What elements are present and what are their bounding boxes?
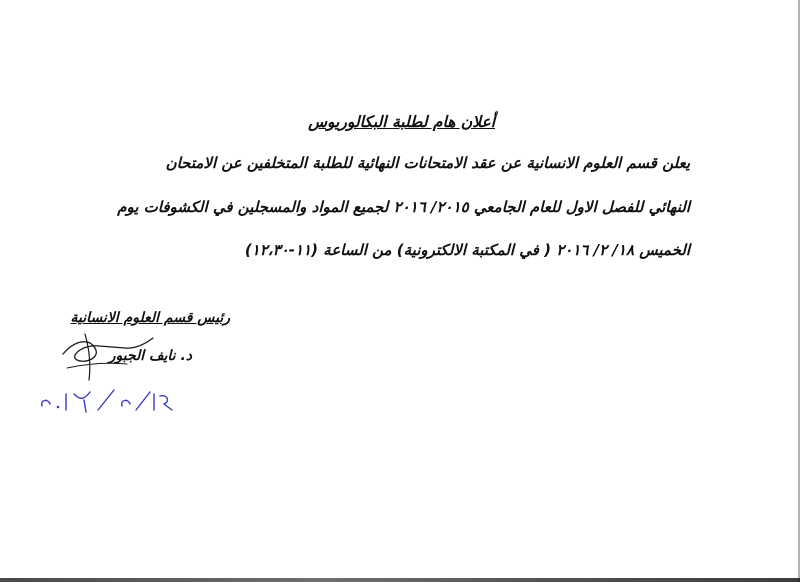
announcement-body-line-2: النهائي للفصل الاول للعام الجامعي ٢٠١٥/ ٢٠١٦ لجميع المواد والمسجلين في الكشوفات يوم <box>117 198 690 216</box>
handwritten-date <box>36 380 176 420</box>
announcement-body-line-1: يعلن قسم العلوم الانسانية عن عقد الامتحانات النهائية للطلبة المتخلفين عن الامتحان <box>165 154 690 172</box>
announcement-title: أعلان هام لطلبة البكالوريوس <box>308 113 495 131</box>
announcement-body-line-3: الخميس ١٨/ ٢/ ٢٠١٦ ( في المكتبة الالكترونية) من الساعة (١١-١٢،٣٠) <box>244 241 690 259</box>
signatory-name: د. نايف الجبور <box>108 348 192 364</box>
signatory-role: رئيس قسم العلوم الانسانية <box>70 310 230 326</box>
scan-bottom-edge <box>0 578 800 582</box>
